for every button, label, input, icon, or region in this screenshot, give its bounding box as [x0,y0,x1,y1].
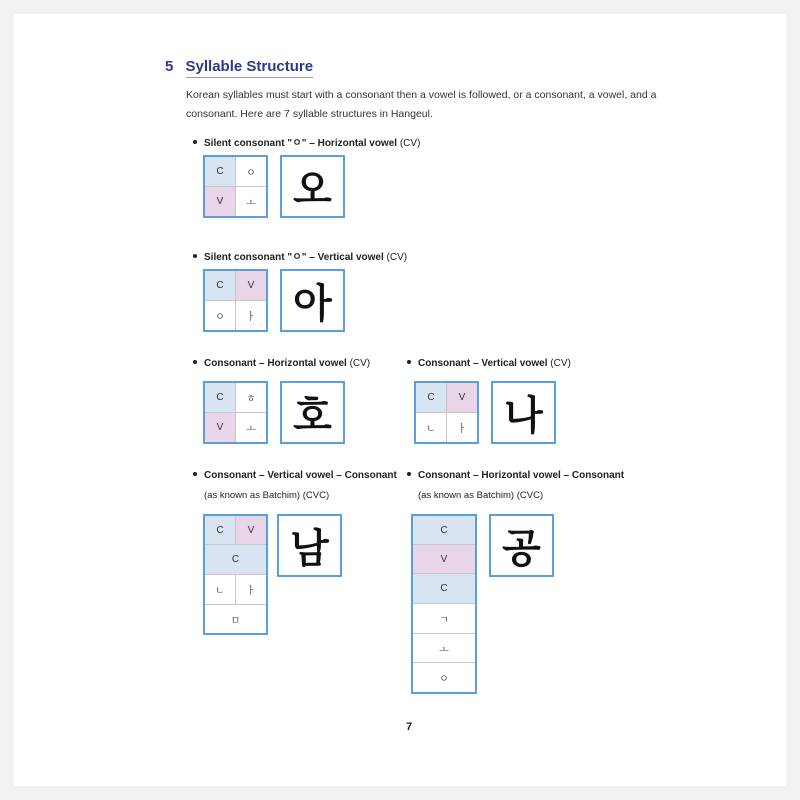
structure-label-text: Consonant – Horizontal vowel – Consonant [418,470,625,481]
grid-cell: C [416,383,446,412]
structure-label [193,358,370,369]
section-title-text: Syllable Structure [186,58,314,78]
grid-cell: C [413,574,475,603]
syllable-box: 오 [280,155,345,218]
bullet-icon [193,140,197,144]
structure-label-text: Consonant – Horizontal vowel [204,358,347,369]
grid-cell: C [205,545,266,574]
bullet-icon [193,360,197,364]
grid-divider [413,544,475,545]
grid-cell: ㅇ [413,663,475,692]
grid-cell: C [205,516,235,544]
syllable-box: 호 [280,381,345,444]
page [14,14,786,786]
structure-label [193,470,397,481]
structure-sublabel: (as known as Batchim) (CVC) [418,490,544,501]
grid-cell: ㅗ [413,634,475,662]
page-number: 7 [406,721,413,733]
section-title [165,58,313,75]
grid-divider [413,633,475,634]
structure-label [407,358,571,369]
structure-grid [203,155,268,218]
grid-divider [413,603,475,604]
grid-cell: V [447,383,477,412]
structure-label-text: Silent consonant "ㅇ" – Horizontal vowel [204,138,398,149]
grid-cell: ㅏ [236,301,266,330]
structure-label [193,248,407,263]
structure-grid [411,514,477,694]
grid-cell: ㅇ [205,301,235,330]
grid-cell: C [205,271,235,300]
grid-cell: V [205,187,235,216]
grid-cell: V [236,516,266,544]
structure-label [193,134,420,149]
grid-cell: ㅁ [205,605,266,633]
structure-sublabel: (as known as Batchim) (CVC) [204,490,330,501]
grid-divider [413,662,475,663]
grid-cell: ㄱ [413,604,475,633]
grid-cell: V [236,271,266,300]
structure-grid [203,514,268,635]
syllable-box: 남 [277,514,342,577]
grid-cell: ㅏ [236,575,266,604]
bullet-icon [407,360,411,364]
grid-cell: C [205,383,235,412]
grid-cell: ㄴ [205,575,235,604]
bullet-icon [407,472,411,476]
grid-divider [205,186,266,187]
grid-divider [413,573,475,574]
structure-label-text: Consonant – Vertical vowel – Consonant [204,470,397,481]
grid-divider [205,300,266,301]
structure-grid [203,381,268,444]
structure-type: (CV) [399,138,421,149]
grid-divider [205,544,266,545]
grid-cell: ㅏ [447,413,477,442]
bullet-icon [193,472,197,476]
grid-cell: C [413,516,475,544]
syllable-box: 나 [491,381,556,444]
structure-label-text: Silent consonant "ㅇ" – Vertical vowel [204,252,384,263]
structure-label [407,470,624,481]
structure-type: (CV) [386,252,408,263]
grid-cell: ㅎ [236,383,266,412]
grid-divider [205,412,266,413]
grid-divider [235,575,236,604]
structure-label-text: Consonant – Vertical vowel [418,358,548,369]
bullet-icon [193,254,197,258]
syllable-box: 아 [280,269,345,332]
grid-divider [416,412,477,413]
section-number: 5 [165,58,174,75]
grid-cell: ㄴ [416,413,446,442]
structure-grid [414,381,479,444]
grid-cell: C [205,157,235,186]
structure-type: (CV) [349,358,371,369]
syllable-box: 공 [489,514,554,577]
structure-type: (CV) [550,358,571,369]
grid-divider [205,604,266,605]
grid-divider [205,574,266,575]
grid-cell: ㅗ [236,413,266,442]
structure-grid [203,269,268,332]
grid-cell: ㅗ [236,187,266,216]
grid-cell: V [413,545,475,573]
grid-cell: V [205,413,235,442]
grid-divider [235,516,236,544]
intro-paragraph: Korean syllables must start with a consonant then a vowel is followed, or a consonant, a vowel, and a consonant. Here are 7 syllable structures in Hangeul. [186,89,657,120]
grid-cell: ㅇ [236,157,266,186]
